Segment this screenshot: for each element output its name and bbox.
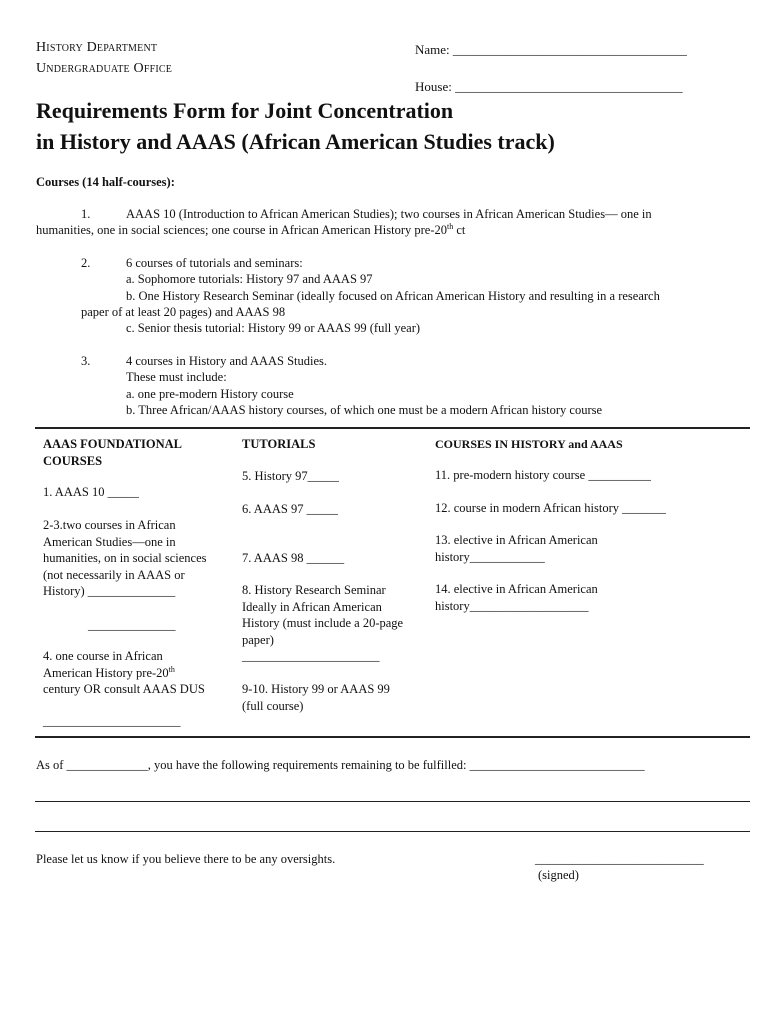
history-aaas-heading: COURSES IN HISTORY and AAAS — [435, 437, 623, 451]
item9-line1: 9-10. History 99 or AAAS 99 — [242, 682, 390, 696]
item8-line1: 8. History Research Seminar — [242, 583, 386, 597]
item4-line3: century OR consult AAAS DUS — [43, 682, 205, 696]
aaas10-field[interactable]: 1. AAAS 10 _____ — [43, 485, 139, 499]
req1-sup: th — [447, 221, 454, 231]
remaining-requirements-line[interactable]: As of _____________, you have the following requirements remaining to be fulfilled: ____________________________ — [36, 758, 645, 772]
foundational-item3-blank[interactable] — [88, 617, 176, 634]
foundational-courses-column — [43, 436, 182, 469]
req3-a: a. one pre-modern History course — [126, 387, 294, 401]
tutorial-item8[interactable] — [242, 582, 403, 665]
office-name: Undergraduate Office — [36, 61, 173, 76]
foundational-item4-blank[interactable] — [43, 713, 181, 730]
item4-line2 — [43, 665, 205, 682]
item13-line1: 13. elective in African American — [435, 533, 598, 547]
req2-b-line2: paper of at least 20 pages) and AAAS 98 — [81, 305, 286, 319]
tutorials-heading: TUTORIALS — [242, 437, 316, 451]
item4-field[interactable]: ______________________ — [43, 714, 181, 728]
item8-field[interactable]: ______________________ — [242, 649, 380, 663]
req3-number: 3. — [81, 354, 91, 368]
house-field[interactable]: House: ___________________________________ — [415, 79, 683, 94]
req3-b: b. Three African/AAAS history courses, of which one must be a modern African history course — [126, 403, 603, 417]
writing-line-1[interactable] — [35, 801, 750, 802]
item14-line1: 14. elective in African American — [435, 582, 598, 596]
tutorial-item7[interactable]: 7. AAAS 98 ______ — [242, 551, 345, 565]
foundational-item2[interactable] — [43, 517, 207, 600]
item4-line1: 4. one course in African — [43, 649, 163, 663]
req2-a: a. Sophomore tutorials: History 97 and AAAS 97 — [126, 272, 373, 286]
history-item13[interactable] — [435, 532, 598, 565]
tutorial-item6[interactable]: 6. AAAS 97 _____ — [242, 502, 338, 516]
signed-label: (signed) — [538, 868, 579, 882]
signature-line[interactable]: ___________________________ — [535, 852, 704, 866]
tutorial-item5[interactable]: 5. History 97_____ — [242, 469, 339, 483]
item2-line1: 2-3.two courses in African — [43, 518, 176, 532]
item3-field[interactable]: ______________ — [88, 618, 176, 632]
req1-tail: ct — [453, 223, 466, 237]
item4-sup: th — [168, 664, 175, 674]
item8-line4: paper) — [242, 632, 274, 647]
item2-line3: humanities, on in social sciences — [43, 551, 207, 565]
form-title-line2: in History and AAAS (African American Studies track) — [36, 129, 555, 154]
req2-line1: 6 courses of tutorials and seminars: — [126, 256, 303, 270]
table-bottom-rule — [35, 736, 750, 738]
req1-text: humanities, one in social sciences; one course in African American History pre-20 — [36, 223, 447, 237]
req1-number: 1. — [81, 207, 91, 221]
foundational-heading-line2: COURSES — [43, 453, 103, 468]
req1-text-line2 — [36, 222, 465, 238]
item8-line3: History (must include a 20-page — [242, 616, 404, 630]
history-item11[interactable]: 11. pre-modern history course __________ — [435, 468, 651, 482]
item14-field[interactable]: history___________________ — [435, 598, 589, 613]
item2-line5[interactable]: History) ______________ — [43, 584, 176, 598]
writing-line-2[interactable] — [35, 831, 750, 832]
history-item12[interactable]: 12. course in modern African history _______ — [435, 501, 666, 515]
name-field[interactable]: Name: ____________________________________ — [415, 42, 687, 57]
table-top-rule — [35, 427, 750, 429]
tutorial-item9[interactable] — [242, 681, 390, 714]
form-title-line1: Requirements Form for Joint Concentration — [36, 98, 454, 123]
req3-line2: These must include: — [126, 370, 227, 384]
item8-line2: Ideally in African American — [242, 599, 382, 614]
department-name: History Department — [36, 40, 158, 55]
req2-number: 2. — [81, 256, 91, 270]
item2-line4: (not necessarily in AAAS or — [43, 567, 185, 582]
foundational-heading-line1: AAAS FOUNDATIONAL — [43, 437, 183, 451]
foundational-item1[interactable] — [43, 484, 139, 501]
req1-text-line1: AAAS 10 (Introduction to African American Studies); two courses in African American Studies— one in — [126, 207, 652, 221]
req3-line1: 4 courses in History and AAAS Studies. — [126, 354, 328, 368]
item2-line2: American Studies—one in — [43, 534, 176, 549]
item4-text: American History pre-20 — [43, 665, 169, 680]
item9-line2: (full course) — [242, 698, 304, 713]
courses-heading: Courses (14 half-courses): — [36, 175, 175, 189]
foundational-item4[interactable] — [43, 648, 205, 698]
oversights-note: Please let us know if you believe there to be any oversights. — [36, 852, 336, 866]
req2-c: c. Senior thesis tutorial: History 99 or AAAS 99 (full year) — [126, 321, 421, 335]
history-item14[interactable] — [435, 581, 598, 614]
req2-b-line1: b. One History Research Seminar (ideally focused on African American History and resulting in a research — [126, 289, 660, 303]
item13-field[interactable]: history____________ — [435, 549, 545, 564]
